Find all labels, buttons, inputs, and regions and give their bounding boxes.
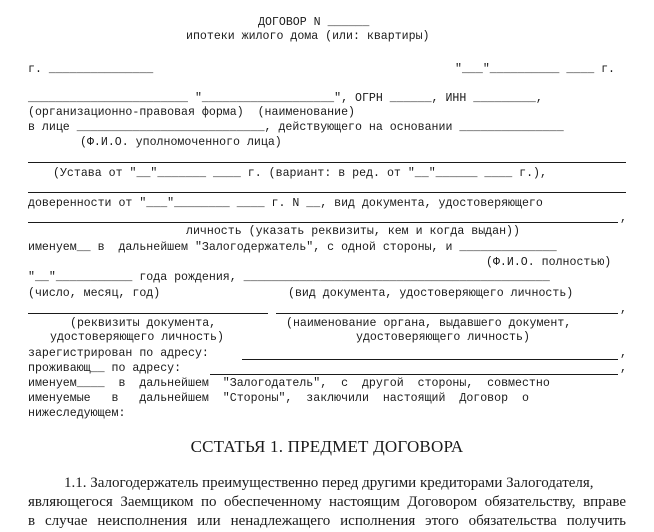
comma-mark: ,	[620, 362, 627, 375]
identity-hint-3: удостоверяющего личность)	[356, 331, 530, 344]
pledgor-line-3: нижеследующем:	[28, 407, 126, 420]
issuer-hint: (наименование органа, выдавшего документ,	[286, 317, 572, 330]
contract-title: ДОГОВОР N ______	[258, 16, 370, 29]
charter-line[interactable]: (Устава от "__"_______ ____ г. (вариант: в ред. от "__"______ ____ г.),	[53, 167, 547, 180]
article-paragraph-line-1: 1.1. Залогодержатель преимущественно перед другими кредиторами Залогодателя,	[64, 475, 594, 491]
birth-line[interactable]: "__"___________ года рождения, ____________________________________________	[28, 271, 550, 284]
representative-line[interactable]: в лице ___________________________, действующего на основании _______________	[28, 121, 564, 134]
article-title: ССТАТЬЯ 1. ПРЕДМЕТ ДОГОВОРА	[190, 437, 464, 456]
representative-hint: (Ф.И.О. уполномоченного лица)	[80, 136, 282, 149]
power-of-attorney-line[interactable]: доверенности от "___"________ ____ г. N __, вид документа, удостоверяющего	[28, 197, 543, 210]
organization-line[interactable]: _______________________ "___________________", ОГРН ______, ИНН _________,	[28, 92, 543, 105]
birth-date-hint: (число, месяц, год)	[28, 287, 161, 300]
article-paragraph-line-2: являющегося Заемщиком по обеспеченному настоящим Договором обязательству, вправе	[28, 494, 626, 510]
blank-line-issuer[interactable]	[276, 313, 618, 314]
comma-mark: ,	[620, 347, 627, 360]
residence-address-label: проживающ__ по адресу:	[28, 362, 182, 375]
blank-line-3[interactable]	[28, 222, 618, 223]
blank-line-doc-details[interactable]	[28, 313, 268, 314]
pledgor-line-1: именуем____ в дальнейшем "Залогодатель", с другой стороны, совместно	[28, 377, 550, 390]
document-details-hint: (реквизиты документа,	[70, 317, 217, 330]
identity-hint: личность (указать реквизиты, кем и когда выдан))	[186, 225, 520, 238]
blank-line-2[interactable]	[28, 192, 626, 193]
comma-mark: ,	[620, 303, 627, 316]
registered-address-field[interactable]	[242, 359, 618, 360]
article-paragraph-line-3: в случае неисполнения или ненадлежащего исполнения этого обязательства получить	[28, 513, 626, 529]
registered-address-label: зарегистрирован по адресу:	[28, 347, 209, 360]
pledgee-line[interactable]: именуем__ в дальнейшем "Залогодержатель", с одной стороны, и ______________	[28, 241, 557, 254]
contract-subtitle: ипотеки жилого дома (или: квартиры)	[186, 30, 430, 43]
date-field[interactable]: "___"__________ ____ г.	[455, 63, 616, 76]
identity-hint-2: удостоверяющего личность)	[50, 331, 224, 344]
organization-hint: (организационно-правовая форма) (наименование)	[28, 106, 355, 119]
pledgor-line-2: именуемые в дальнейшем "Стороны", заключили настоящий Договор о	[28, 392, 529, 405]
blank-line-1[interactable]	[28, 162, 626, 163]
city-field[interactable]: г. _______________	[28, 63, 154, 76]
comma-mark: ,	[620, 212, 627, 225]
fio-hint: (Ф.И.О. полностью)	[486, 256, 612, 269]
residence-address-field[interactable]	[210, 374, 618, 375]
document-type-hint: (вид документа, удостоверяющего личность)	[288, 287, 574, 300]
